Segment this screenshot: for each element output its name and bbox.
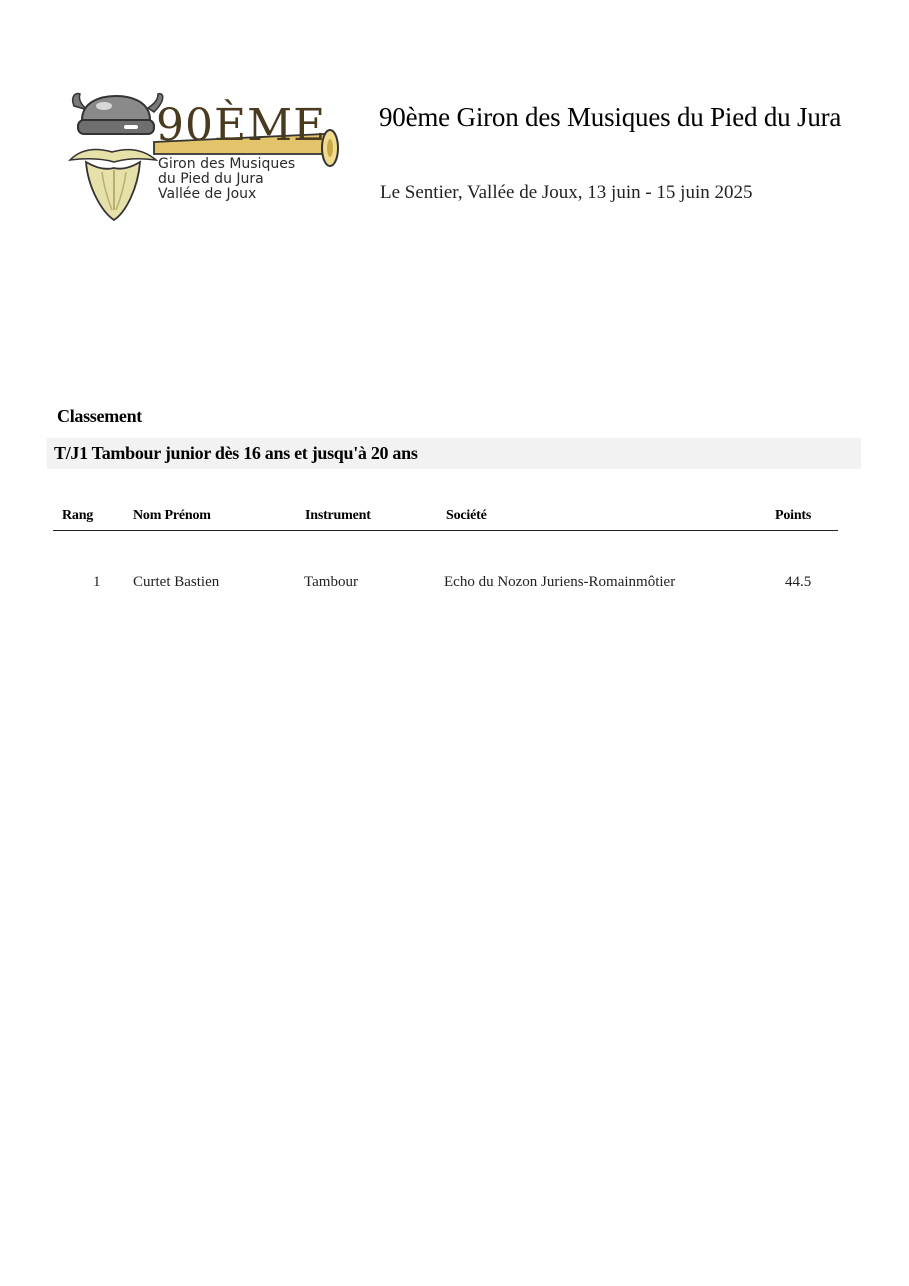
column-header-instrument: Instrument — [305, 508, 371, 523]
column-header-name: Nom Prénom — [133, 508, 211, 523]
cell-points: 44.5 — [785, 574, 812, 590]
column-header-society: Société — [446, 508, 487, 523]
logo-caption — [158, 157, 295, 202]
column-header-rank: Rang — [62, 508, 94, 523]
column-header-points: Points — [775, 508, 812, 523]
cell-society: Echo du Nozon Juriens-Romainmôtier — [444, 574, 676, 590]
logo-number-text: 90ÈME — [156, 100, 327, 151]
logo-line-3: Vallée de Joux — [158, 186, 257, 202]
table-row — [53, 574, 838, 604]
logo-line-2: du Pied du Jura — [158, 171, 264, 187]
ranking-table — [53, 505, 838, 604]
logo-line-1: Giron des Musiques — [158, 156, 296, 172]
category-title: T/J1 Tambour junior dès 16 ans et jusqu'à 20 ans — [54, 443, 418, 463]
page-title: 90ème Giron des Musiques du Pied du Jura — [379, 102, 842, 132]
event-logo — [68, 92, 348, 224]
cell-name: Curtet Bastien — [133, 574, 220, 590]
category-banner — [47, 438, 861, 469]
cell-instrument: Tambour — [304, 574, 358, 590]
cell-rank: 1 — [93, 574, 101, 590]
section-heading: Classement — [57, 406, 142, 426]
table-header — [53, 505, 838, 531]
page-subtitle: Le Sentier, Vallée de Joux, 13 juin - 15 juin 2025 — [380, 182, 753, 203]
